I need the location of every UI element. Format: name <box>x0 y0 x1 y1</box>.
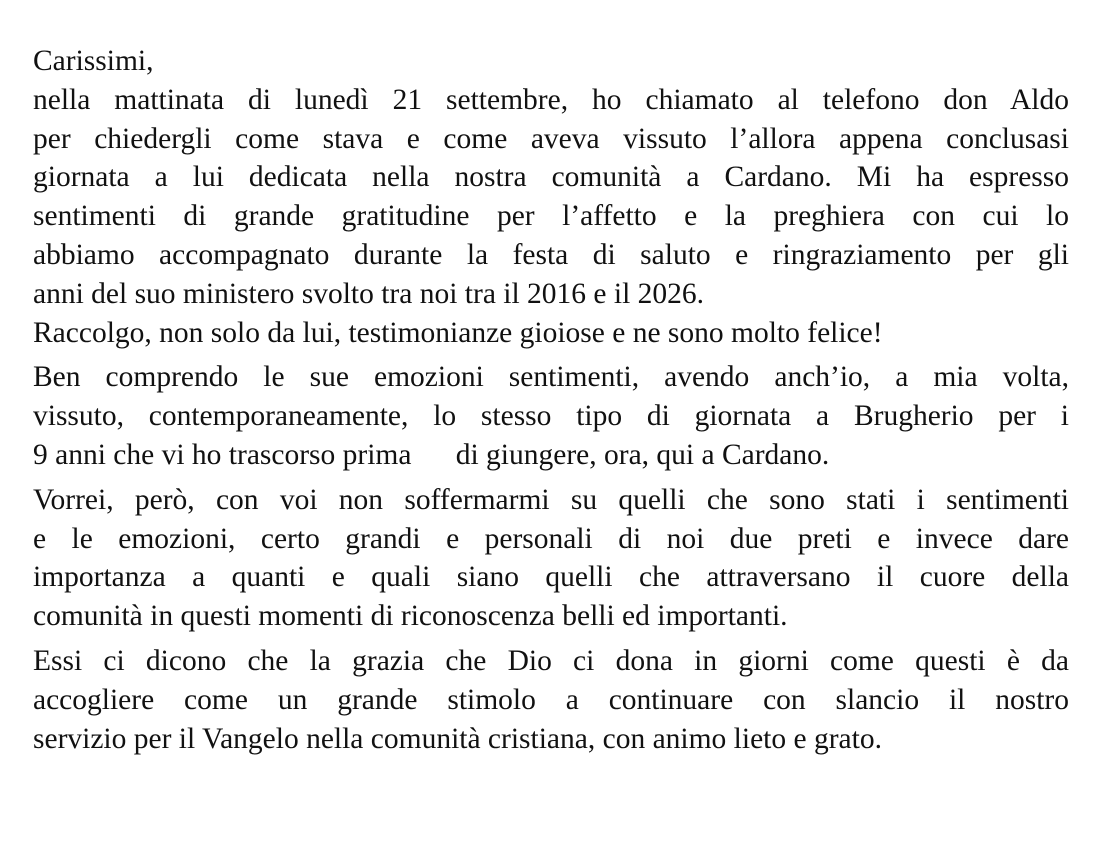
paragraph-1 <box>33 42 1069 352</box>
paragraph-2 <box>33 358 1069 474</box>
text-line: importanza a quanti e quali siano quelli che attraversano il cuore della <box>33 561 1069 594</box>
text-line: Ben comprendo le sue emozioni sentimenti, avendo anch’io, a mia volta, <box>33 361 1069 394</box>
text-line: 9 anni che vi ho trascorso prima di giungere, ora, qui a Cardano. <box>33 438 830 471</box>
text-line: e le emozioni, certo grandi e personali di noi due preti e invece dare <box>33 522 1069 555</box>
text-line: servizio per il Vangelo nella comunità cristiana, con animo lieto e grato. <box>33 722 882 755</box>
paragraph-4 <box>33 642 1069 758</box>
text-line: giornata a lui dedicata nella nostra comunità a Cardano. Mi ha espresso <box>33 161 1069 194</box>
paragraph-3 <box>33 481 1069 636</box>
text-line: vissuto, contemporaneamente, lo stesso tipo di giornata a Brugherio per i <box>33 400 1069 433</box>
text-line: sentimenti di grande gratitudine per l’affetto e la preghiera con cui lo <box>33 200 1069 233</box>
text-line: anni del suo ministero svolto tra noi tra il 2016 e il 2026. <box>33 277 705 310</box>
text-line: comunità in questi momenti di riconoscenza belli ed importanti. <box>33 600 788 633</box>
text-line: Essi ci dicono che la grazia che Dio ci dona in giorni come questi è da <box>33 644 1069 677</box>
text-line: Vorrei, però, con voi non soffermarmi su quelli che sono stati i sentimenti <box>33 483 1069 516</box>
text-line: per chiedergli come stava e come aveva vissuto l’allora appena conclusasi <box>33 122 1069 155</box>
text-line: Raccolgo, non solo da lui, testimonianze gioiose e ne sono molto felice! <box>33 316 883 349</box>
text-line: nella mattinata di lunedì 21 settembre, ho chiamato al telefono don Aldo <box>33 83 1069 116</box>
text-line: accogliere come un grande stimolo a continuare con slancio il nostro <box>33 683 1069 716</box>
salutation: Carissimi, <box>33 45 154 77</box>
text-line: abbiamo accompagnato durante la festa di saluto e ringraziamento per gli <box>33 238 1069 271</box>
letter-document <box>33 42 1069 758</box>
